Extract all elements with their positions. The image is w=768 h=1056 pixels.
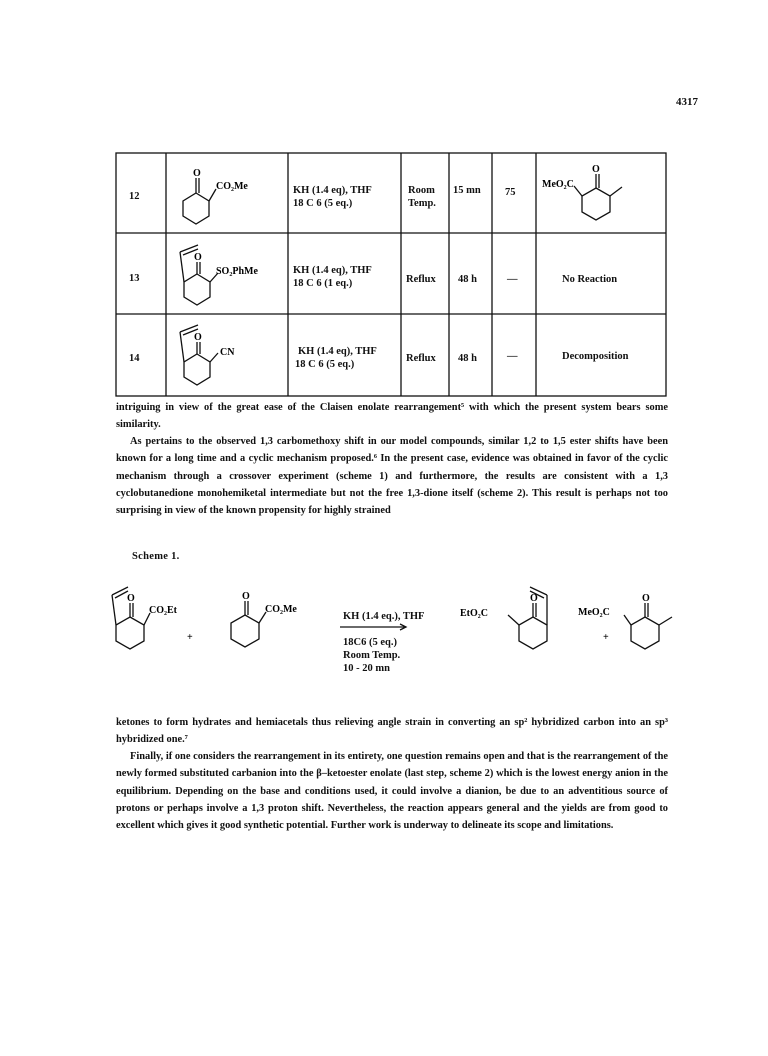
atom-label-oxygen: O [193, 168, 201, 179]
temperature: Reflux [406, 353, 436, 364]
conditions-line1: KH (1.4 eq), THF [293, 185, 372, 196]
conditions-line2: 18 C 6 (5 eq.) [295, 359, 355, 370]
product1-substituent: EtO₂C [460, 608, 488, 619]
temperature: Reflux [406, 274, 436, 285]
paragraph: As pertains to the observed 1,3 carbomethoxy shift in our model compounds, similar 1,2 to 1,5 ester shifts have been known for a long time and a cyclic mechanism proposed.⁶ In the present case, evidence was obtained in favor of the cyclic mechanism through a crossover experiment (scheme 1) and furthermore, the results are consistent with a 1,3 cyclobutanedione monohemiketal intermediate but not the free 1,3-dione itself (scheme 2). This result is perhaps not too surprising in view of the known propensity for highly strained [116, 436, 668, 517]
product2-substituent: MeO₂C [578, 607, 610, 618]
atom-label-oxygen: O [194, 332, 202, 343]
reaction-time: 48 h [458, 274, 477, 285]
atom-label-oxygen: O [642, 593, 650, 604]
conditions-line2: 18 C 6 (5 eq.) [293, 198, 353, 209]
product-substituent: MeO₂C [542, 179, 574, 190]
atom-label-oxygen: O [592, 164, 600, 175]
reaction-table [115, 152, 667, 397]
page-number: 4317 [676, 96, 698, 108]
reaction-outcome: Decomposition [562, 351, 629, 362]
conditions-line1: KH (1.4 eq), THF [298, 346, 377, 357]
temperature-line1: Room [408, 185, 435, 196]
entry-number: 12 [129, 191, 140, 202]
molecule-substituent: SO₂PhMe [216, 266, 258, 277]
atom-label-oxygen: O [242, 591, 250, 602]
reaction-yield: — [507, 274, 518, 285]
scheme-label: Scheme 1. [132, 551, 180, 562]
entry-number: 14 [129, 353, 140, 364]
atom-label-oxygen: O [194, 252, 202, 263]
reactant2-substituent: CO₂Me [265, 604, 297, 615]
temperature-line2: Temp. [408, 198, 436, 209]
conditions-line2: 18 C 6 (1 eq.) [293, 278, 353, 289]
reactant1-substituent: CO₂Et [149, 605, 177, 616]
paragraph: intriguing in view of the great ease of the Claisen enolate rearrangement⁵ with which the present system bears some similarity. [116, 402, 668, 431]
reaction-time: 48 h [458, 353, 477, 364]
scheme-conditions-line4: 10 - 20 mn [343, 663, 390, 674]
atom-label-oxygen: O [127, 593, 135, 604]
reaction-outcome: No Reaction [562, 274, 618, 285]
reaction-time: 15 mn [453, 185, 481, 196]
paragraph: ketones to form hydrates and hemiacetals thus relieving angle strain in converting an sp² hybridized carbon into an sp³ hybridized one.⁷ [116, 717, 668, 746]
molecule-substituent: CO₂Me [216, 181, 248, 192]
conditions-line1: KH (1.4 eq), THF [293, 265, 372, 276]
scheme-conditions-line2: 18C6 (5 eq.) [343, 637, 397, 648]
molecule-13-structure [170, 242, 288, 312]
scheme-conditions-line3: Room Temp. [343, 650, 401, 661]
scheme-conditions-line1: KH (1.4 eq.), THF [343, 611, 425, 622]
product-12-structure [540, 160, 665, 230]
plus-sign: + [603, 632, 609, 643]
reaction-yield: 75 [505, 187, 516, 198]
paragraph: Finally, if one considers the rearrangement in its entirety, one question remains open and that is the rearrangement of the newly formed substituted carbanion into the β–ketoester enolate (last step, scheme 2) which is the lowest energy anion in the equilibrium. Depending on the base and conditions used, it could involve a dianion, be due to an adventitious source of protons or perhaps involve a 1,3 proton shift. Nevertheless, the reaction appears general and the yields are from good to excellent which gives it good synthetic potential. Further work is underway to delineate its scope and limitations. [116, 751, 668, 832]
atom-label-oxygen: O [530, 593, 538, 604]
molecule-12-structure [170, 166, 288, 230]
entry-number: 13 [129, 273, 140, 284]
reaction-yield: — [507, 351, 518, 362]
molecule-substituent: CN [220, 347, 235, 358]
molecule-14-structure [170, 320, 288, 392]
plus-sign: + [187, 632, 193, 643]
